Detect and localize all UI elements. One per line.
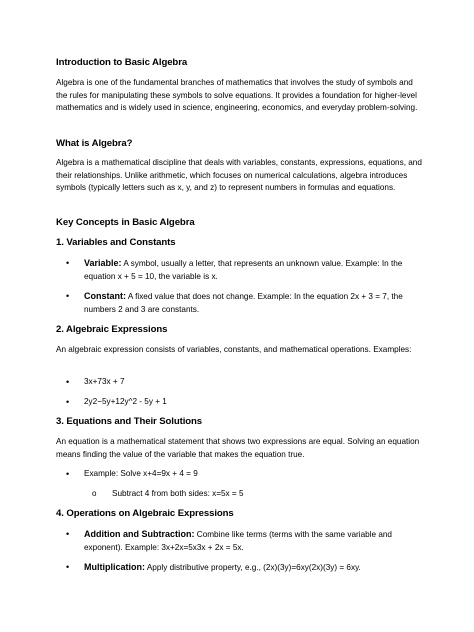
what-is-algebra-paragraph: Algebra is a mathematical discipline that deals with variables, constants, expressions, equations, and their relationships. Unlike arithmetic, which focuses on numerical calculations, algebra introduces symbols (typically letters such as x, y, and z) to represent numbers in formulas and equations. bbox=[56, 158, 422, 192]
section-2-paragraph: An algebraic expression consists of variables, constants, and mathematical operations. Examples: bbox=[56, 345, 412, 354]
constant-bullet bbox=[66, 290, 426, 316]
bullet-icon: • bbox=[66, 291, 70, 301]
section-4-heading: 4. Operations on Algebraic Expressions bbox=[56, 508, 234, 519]
multiplication-definition: Apply distributive property, e.g., (2x)(3y)=6xy(2x)(3y) = 6xy. bbox=[145, 563, 361, 572]
equation-substep-text: Subtract 4 from both sides: x=5x = 5 bbox=[112, 489, 244, 498]
section-3-paragraph: An equation is a mathematical statement that shows two expressions are equal. Solving an equation means finding the value of the variable that makes the equation true. bbox=[56, 437, 420, 459]
what-is-algebra-heading: What is Algebra? bbox=[56, 138, 133, 149]
addition-subtraction-term: Addition and Subtraction: bbox=[84, 529, 195, 539]
expression-example-1 bbox=[66, 376, 426, 389]
bullet-icon: • bbox=[66, 469, 70, 479]
variable-term: Variable: bbox=[84, 258, 122, 268]
addition-subtraction-definition: Combine like terms (terms with the same variable and exponent). Example: 3x+2x=5x3x + 2x = 5x. bbox=[84, 530, 392, 552]
circle-bullet-icon: o bbox=[92, 489, 97, 498]
intro-paragraph: Algebra is one of the fundamental branches of mathematics that involves the study of symbols and the rules for manipulating these symbols to solve equations. It provides a foundation for higher-level mathematics and is widely used in science, engineering, economics, and everyday problem-solving. bbox=[56, 78, 418, 112]
multiplication-term: Multiplication: bbox=[84, 562, 145, 572]
multiplication-bullet bbox=[66, 561, 426, 575]
variable-bullet bbox=[66, 257, 426, 283]
expression-example-1-text: 3x+73x + 7 bbox=[84, 377, 125, 386]
variable-definition: A symbol, usually a letter, that represents an unknown value. Example: In the equation x + 5 = 10, the variable is x. bbox=[84, 259, 403, 281]
section-2-heading: 2. Algebraic Expressions bbox=[56, 324, 168, 335]
bullet-icon: • bbox=[66, 258, 70, 268]
equation-example bbox=[66, 468, 426, 481]
expression-example-2 bbox=[66, 396, 426, 409]
constant-definition: A fixed value that does not change. Example: In the equation 2x + 3 = 7, the numbers 2 and 3 are constants. bbox=[84, 292, 403, 314]
section-1-heading: 1. Variables and Constants bbox=[56, 237, 176, 248]
addition-subtraction-bullet bbox=[66, 528, 426, 554]
equation-substep bbox=[92, 488, 244, 501]
key-concepts-heading: Key Concepts in Basic Algebra bbox=[56, 217, 195, 228]
document-title: Introduction to Basic Algebra bbox=[56, 57, 188, 68]
bullet-icon: • bbox=[66, 562, 70, 572]
bullet-icon: • bbox=[66, 397, 70, 407]
section-3-heading: 3. Equations and Their Solutions bbox=[56, 416, 203, 427]
expression-example-2-text: 2y2−5y+12y^2 - 5y + 1 bbox=[84, 397, 167, 406]
equation-example-text: Example: Solve x+4=9x + 4 = 9 bbox=[84, 469, 198, 478]
bullet-icon: • bbox=[66, 529, 70, 539]
bullet-icon: • bbox=[66, 377, 70, 387]
constant-term: Constant: bbox=[84, 291, 126, 301]
